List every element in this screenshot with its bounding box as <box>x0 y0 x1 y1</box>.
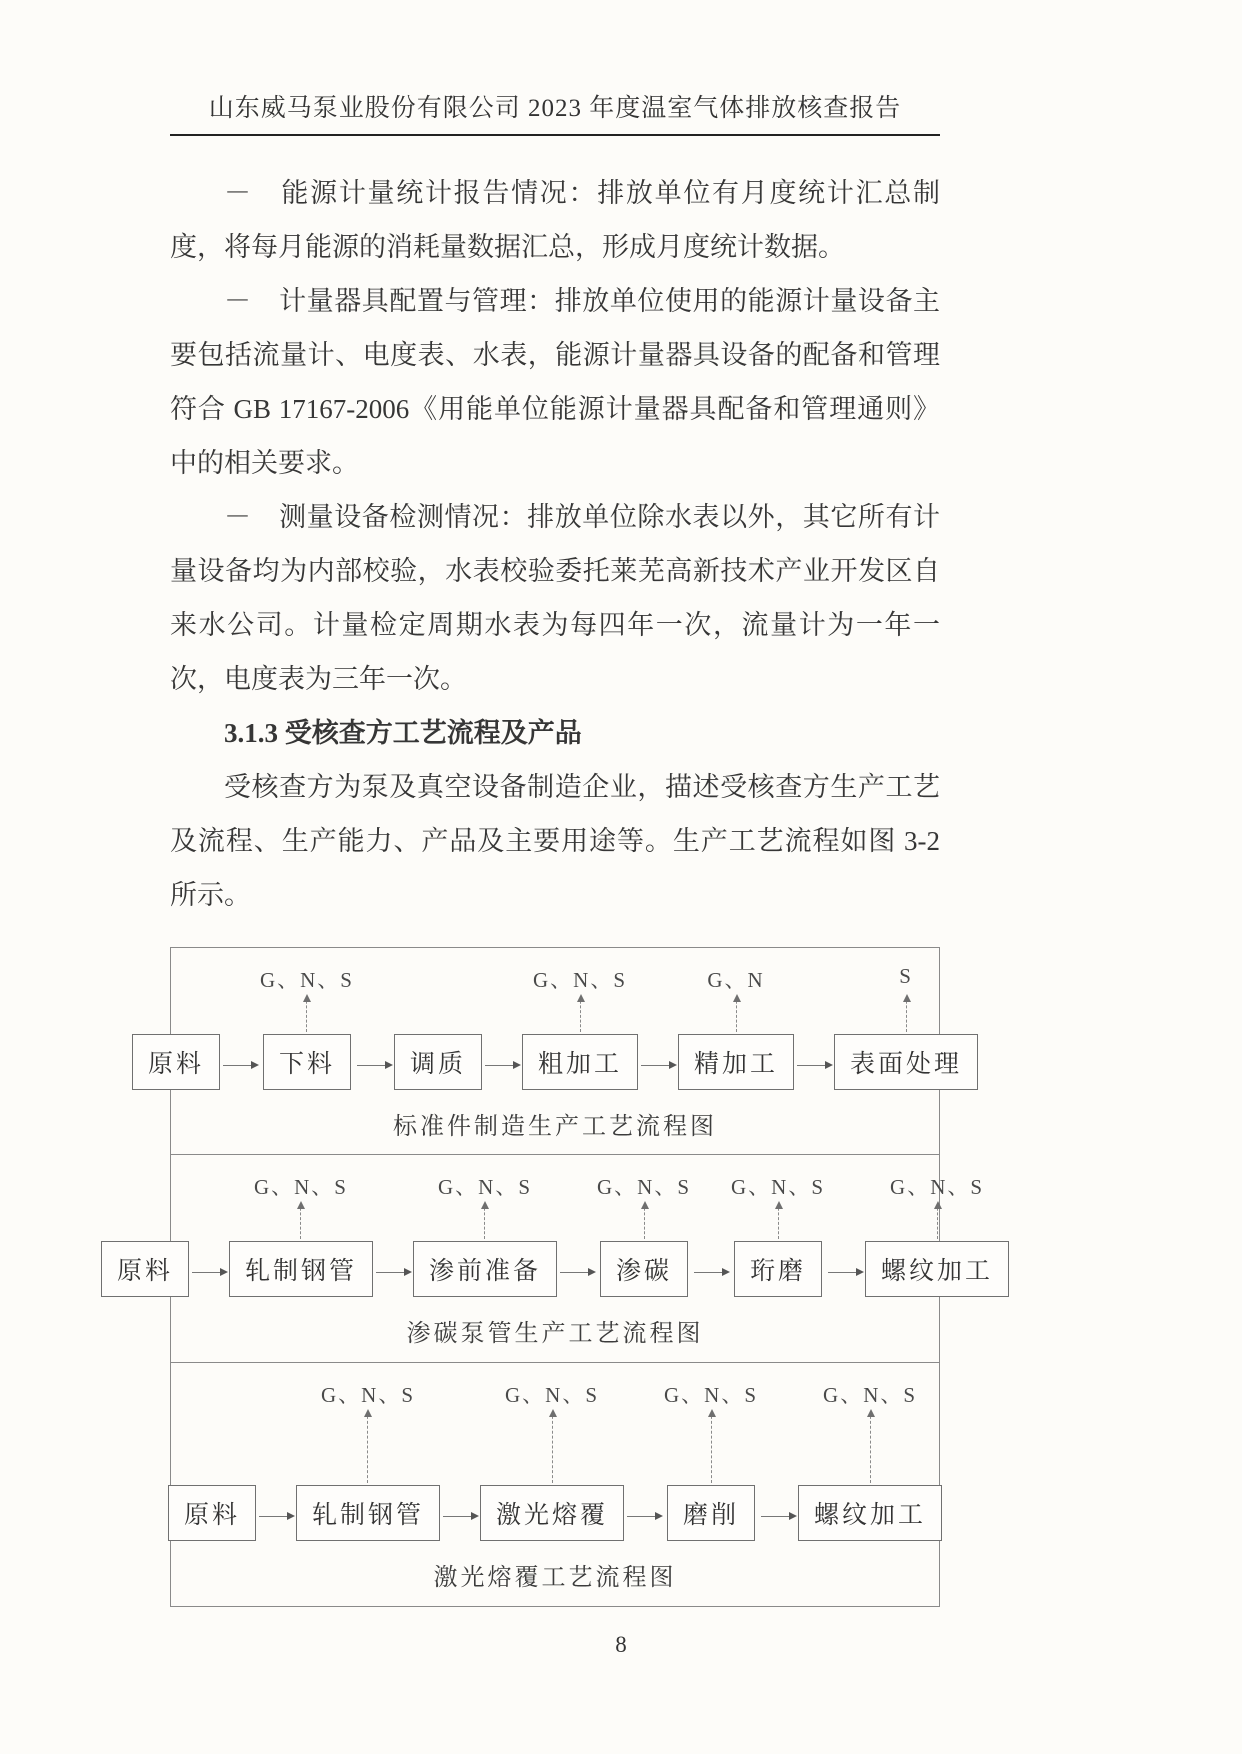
process-box: 激光熔覆 <box>480 1485 624 1541</box>
flow-arrow-up <box>367 1411 368 1483</box>
gas-label: G、N、S <box>890 1175 985 1199</box>
page-header <box>170 0 940 136</box>
flow-step <box>394 964 482 1090</box>
flow-step <box>260 964 354 1090</box>
gas-label: G、N、S <box>597 1175 692 1199</box>
flowchart-panel-laser-cladding <box>170 1362 940 1607</box>
flow-arrow-right <box>376 1272 410 1273</box>
page-number: 8 <box>615 1632 627 1657</box>
flow-arrow-right <box>828 1272 862 1273</box>
gas-label: G、N、S <box>823 1382 918 1407</box>
flow-step <box>522 964 638 1090</box>
gas-label: G、N <box>707 967 765 992</box>
flow-row <box>147 963 963 1090</box>
flow-step <box>678 964 794 1090</box>
process-box: 粗加工 <box>522 1034 638 1090</box>
flow-arrow-up <box>937 1203 938 1239</box>
process-box: 调质 <box>394 1034 482 1090</box>
process-box: 螺纹加工 <box>798 1485 942 1541</box>
flow-arrow-right <box>797 1065 831 1066</box>
section-heading-3-1-3: 3.1.3 受核查方工艺流程及产品 <box>224 718 582 748</box>
flow-row <box>116 1171 994 1297</box>
flow-arrow-right <box>357 1065 391 1066</box>
process-box: 原料 <box>101 1241 189 1297</box>
process-box: 下料 <box>263 1034 351 1090</box>
flow-arrow-right <box>694 1272 728 1273</box>
flow-step <box>229 1171 373 1297</box>
flow-arrow-up <box>552 1411 553 1483</box>
flow-step <box>597 1171 691 1297</box>
process-box: 磨削 <box>667 1485 755 1541</box>
flow-step <box>101 1171 189 1297</box>
process-box: 渗前准备 <box>413 1241 557 1297</box>
gas-label: G、N、S <box>505 1382 600 1407</box>
flow-arrow-up <box>778 1203 779 1239</box>
body-text <box>170 166 940 922</box>
process-box: 轧制钢管 <box>229 1241 373 1297</box>
flow-arrow-up <box>906 996 907 1032</box>
process-box: 螺纹加工 <box>865 1241 1009 1297</box>
figure-caption: 渗碳泵管生产工艺流程图 <box>406 1321 704 1347</box>
gas-label: G、N、S <box>320 1382 415 1407</box>
process-box: 渗碳 <box>600 1241 688 1297</box>
flow-arrow-right <box>627 1516 661 1517</box>
flow-arrow-up <box>870 1411 871 1483</box>
flow-arrow-up <box>711 1411 712 1483</box>
flow-arrow-up <box>580 996 581 1032</box>
flow-arrow-up <box>644 1203 645 1239</box>
flow-step <box>865 1171 1009 1297</box>
gas-label: G、N、S <box>731 1175 826 1199</box>
process-box: 表面处理 <box>834 1034 978 1090</box>
flow-step <box>664 1379 758 1541</box>
gas-label: G、N、S <box>253 1175 348 1199</box>
flowchart-panel-carburized-pipe <box>116 1154 994 1363</box>
flow-step <box>168 1379 256 1541</box>
paragraph-process-intro: 受核查方为泵及真空设备制造企业，描述受核查方生产工艺及流程、生产能力、产品及主要用途等。生产工艺流程如图 3-2 所示。 <box>170 772 940 910</box>
flow-arrow-right <box>223 1065 257 1066</box>
header-title: 山东威马泵业股份有限公司 2023 年度温室气体排放核查报告 <box>208 95 902 122</box>
paragraph-metering-device-config: － 计量器具配置与管理：排放单位使用的能源计量设备主要包括流量计、电度表、水表，能源计量器具设备的配备和管理符合 GB 17167-2006《用能单位能源计量器具配备和管理通则》中的相关要求。 <box>170 286 940 478</box>
process-box: 珩磨 <box>734 1241 822 1297</box>
flow-arrow-right <box>192 1272 226 1273</box>
flow-row <box>179 1379 931 1541</box>
flow-step <box>132 964 220 1090</box>
flow-arrow-right <box>485 1065 519 1066</box>
flow-arrow-right <box>259 1516 293 1517</box>
figure-3-2-process-flow <box>116 947 994 1607</box>
process-box: 轧制钢管 <box>296 1485 440 1541</box>
flow-arrow-right <box>761 1516 795 1517</box>
paragraph-energy-metering-report: － 能源计量统计报告情况：排放单位有月度统计汇总制度，将每月能源的消耗量数据汇总，形成月度统计数据。 <box>170 178 940 262</box>
gas-label: G、N、S <box>664 1382 759 1407</box>
paragraph-measurement-device-inspection: － 测量设备检测情况：排放单位除水表以外，其它所有计量设备均为内部校验，水表校验委托莱芜高新技术产业开发区自来水公司。计量检定周期水表为每四年一次，流量计为一年一次，电度表为三年一次。 <box>170 502 940 694</box>
flow-arrow-up <box>736 996 737 1032</box>
figure-caption: 标准件制造生产工艺流程图 <box>393 1113 717 1140</box>
flow-step <box>834 964 978 1090</box>
gas-label: G、N、S <box>259 967 354 992</box>
flow-arrow-right <box>560 1272 594 1273</box>
flow-arrow-right <box>443 1516 477 1517</box>
figure-caption: 激光熔覆工艺流程图 <box>433 1564 677 1591</box>
flow-step <box>296 1379 440 1541</box>
gas-label: S <box>899 963 913 988</box>
process-box: 原料 <box>168 1485 256 1541</box>
gas-label: G、N、S <box>437 1175 532 1199</box>
flowchart-panel-standard-parts <box>147 947 963 1156</box>
flow-arrow-up <box>484 1203 485 1239</box>
process-box: 精加工 <box>678 1034 794 1090</box>
flow-step <box>480 1379 624 1541</box>
flow-arrow-right <box>641 1065 675 1066</box>
process-box: 原料 <box>132 1034 220 1090</box>
flow-arrow-up <box>306 996 307 1032</box>
flow-step <box>798 1379 942 1541</box>
flow-step <box>413 1171 557 1297</box>
gas-label: G、N、S <box>533 967 628 992</box>
flow-arrow-up <box>300 1203 301 1239</box>
flow-step <box>731 1171 825 1297</box>
